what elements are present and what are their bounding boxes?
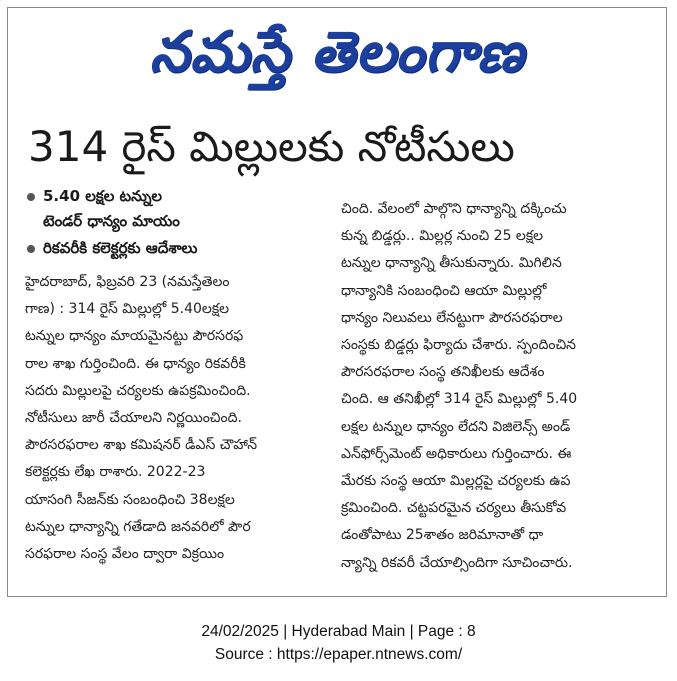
- footer-date-edition: 24/02/2025 | Hyderabad Main | Page : 8: [201, 623, 476, 640]
- body-line: లక్షల టన్నుల ధాన్యం లేదని విజిలెన్స్ అండ్: [341, 418, 571, 435]
- body-line: సదరు మిల్లులపై చర్యలకు ఉపక్రమించింది.: [25, 382, 251, 399]
- body-line: ధాన్యం నిలువలు లేనట్టుగా పౌరసరఫరాల: [341, 309, 563, 326]
- body-line: డంతోపాటు 25శాతం జరిమానాతో ధా: [341, 527, 544, 544]
- bullet-dot-icon: [27, 193, 35, 201]
- body-line: నోటీసులు జారీ చేయాలని నిర్ణయించింది.: [25, 410, 242, 427]
- body-line: టన్నుల ధాన్యాన్ని తీసుకున్నారు. మిగిలిన: [341, 255, 562, 272]
- bullet-line: 5.40 లక్షల టన్నుల: [43, 187, 163, 205]
- body-line: పౌరసరఫరాల శాఖ కమిషనర్ డీఎస్ చౌహాన్: [25, 437, 258, 454]
- headline: 314 రైస్ మిల్లులకు నోటీసులు: [28, 122, 515, 171]
- body-line: కున్న బిడ్డర్లు.. మిల్లర్ల నుంచి 25 లక్షల: [341, 228, 544, 245]
- right-column: [341, 196, 659, 577]
- body-line: న్యాన్ని రికవరీ చేయాల్సిందిగా సూచించారు.: [341, 554, 573, 571]
- body-line: టన్నుల ధాన్యం మాయమైనట్టు పౌరసరఫ: [25, 328, 244, 345]
- body-line: క్రమించింది. చట్టపరమైన చర్యలు తీసుకోవ: [341, 500, 567, 517]
- body-line: ఎన్‌ఫోర్స్‌మెంట్ అధికారులు గుర్తించారు. ఈ: [341, 445, 572, 462]
- body-line: యాసంగి సీజన్‌కు సంబంధించి 38లక్షల: [25, 491, 235, 508]
- footer: [0, 620, 677, 666]
- bullet-dot-icon: [27, 245, 35, 253]
- footer-source: Source : https://epaper.ntnews.com/: [214, 646, 463, 663]
- masthead: [8, 10, 666, 100]
- bullet-line: రికవరీకి కలెక్టర్లకు ఆదేశాలు: [43, 239, 198, 257]
- bullet-point: [25, 184, 335, 234]
- masthead-logo: నమస్తే తెలంగాణ: [149, 20, 525, 85]
- left-body-text: [25, 269, 335, 568]
- body-line: ధాన్యానికి సంబంధించి ఆయా మిల్లుల్లో: [341, 282, 547, 299]
- body-line: సంస్థకు బిడ్డర్లు ఫిర్యాదు చేశారు. స్పందించిన: [341, 337, 576, 354]
- body-line: సరఫరాల సంస్థ వేలం ద్వారా విక్రయిం: [25, 546, 225, 563]
- newspaper-clipping: [7, 7, 667, 597]
- bullet-point: [25, 236, 335, 261]
- body-line: చింది. ఆ తనిఖీల్లో 314 రైస్ మిల్లుల్లో 5.40: [341, 391, 578, 408]
- body-line: గాణ) : 314 రైస్ మిల్లుల్లో 5.40లక్షల: [25, 301, 230, 318]
- body-line: రాల శాఖ గుర్తించింది. ఈ ధాన్యం రికవరీకి: [25, 355, 246, 372]
- left-column: [25, 184, 335, 568]
- body-line: మేరకు సంస్థ ఆయా మిల్లర్లపై చర్యలకు ఉప: [341, 473, 571, 490]
- body-line: హైదరాబాద్, ఫిబ్రవరి 23 (నమస్తేతెలం: [25, 274, 230, 290]
- body-line: పౌరసరఫరాల సంస్థ తనిఖీలకు ఆదేశం: [341, 364, 545, 381]
- body-line: టన్నుల ధాన్యాన్ని గతేడాది జనవరిలో పౌర: [25, 518, 251, 535]
- body-line: కలెక్టర్లకు లేఖ రాశారు. 2022-23: [25, 464, 206, 481]
- body-line: చింది. వేలంలో పాల్గొని ధాన్యాన్ని దక్కించు: [341, 201, 567, 217]
- bullet-line: టెండర్ ధాన్యం మాయం: [43, 212, 180, 230]
